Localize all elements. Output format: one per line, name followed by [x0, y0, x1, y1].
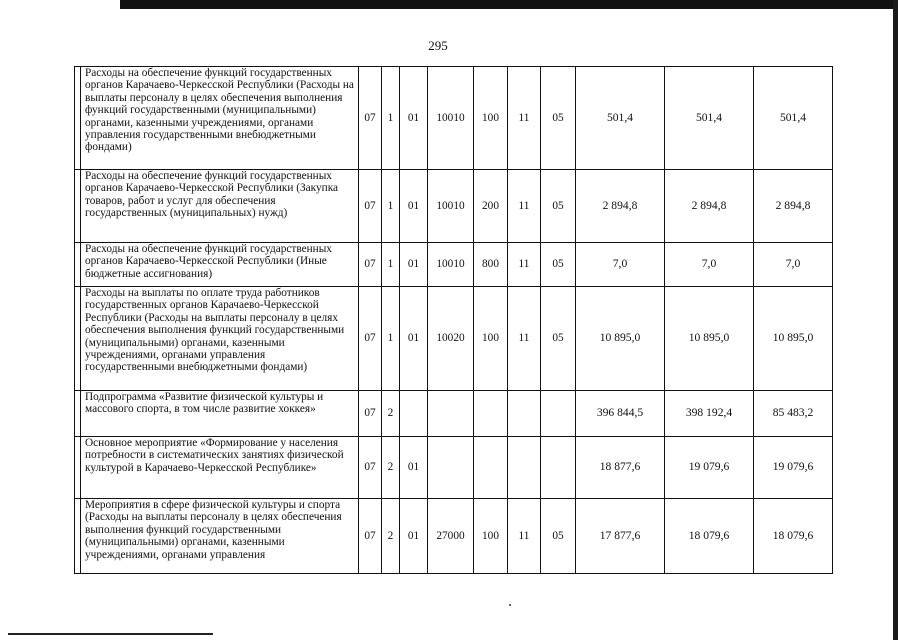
code-subprogram: 01 — [400, 437, 428, 499]
code-direction: 10020 — [428, 287, 474, 391]
amount-year-1: 17 877,6 — [576, 499, 665, 574]
code-subprogram: 01 — [400, 67, 428, 170]
amount-year-2: 7,0 — [665, 243, 754, 287]
amount-year-1: 18 877,6 — [576, 437, 665, 499]
amount-year-1: 2 894,8 — [576, 170, 665, 243]
code-direction: 10010 — [428, 170, 474, 243]
scan-right-edge — [893, 0, 898, 640]
code-program: 1 — [382, 170, 400, 243]
row-name: Расходы на обеспечение функций государственных органов Карачаево-Черкесской Республики (Закупка товаров, работ и услуг для обеспечения государственных (муниципальных) нужд) — [81, 170, 359, 243]
row-name: Расходы на обеспечение функций государственных органов Карачаево-Черкесской Республики (Иные бюджетные ассигнования) — [81, 243, 359, 287]
amount-year-3: 18 079,6 — [754, 499, 833, 574]
scan-speck — [509, 604, 511, 606]
row-name: Мероприятия в сфере физической культуры и спорта (Расходы на выплаты персоналу в целях обеспечения выполнения функций государственными (муниципальными) органами, казенными учреждениями, органами управления — [81, 499, 359, 574]
code-col-7: 05 — [541, 287, 576, 391]
amount-year-1: 501,4 — [576, 67, 665, 170]
code-col-6: 11 — [508, 499, 541, 574]
code-col-6: 11 — [508, 287, 541, 391]
code-program: 1 — [382, 243, 400, 287]
code-col-7: 05 — [541, 243, 576, 287]
code-direction: 10010 — [428, 243, 474, 287]
code-section: 07 — [359, 437, 382, 499]
amount-year-3: 501,4 — [754, 67, 833, 170]
table-row — [75, 67, 833, 170]
code-section: 07 — [359, 243, 382, 287]
code-subprogram: 01 — [400, 287, 428, 391]
table-row — [75, 499, 833, 574]
code-col-7: 05 — [541, 67, 576, 170]
scan-bottom-rule — [8, 633, 213, 635]
amount-year-3: 19 079,6 — [754, 437, 833, 499]
code-subprogram: 01 — [400, 499, 428, 574]
code-expense-type: 200 — [474, 170, 508, 243]
code-expense-type: 800 — [474, 243, 508, 287]
code-section: 07 — [359, 287, 382, 391]
code-direction — [428, 391, 474, 437]
page-number: 295 — [428, 38, 448, 53]
code-section: 07 — [359, 499, 382, 574]
code-col-7 — [541, 391, 576, 437]
amount-year-2: 18 079,6 — [665, 499, 754, 574]
row-name: Подпрограмма «Развитие физической культуры и массового спорта, в том числе развитие хоккея» — [81, 391, 359, 437]
table-row — [75, 170, 833, 243]
code-col-7 — [541, 437, 576, 499]
amount-year-2: 398 192,4 — [665, 391, 754, 437]
table-row — [75, 437, 833, 499]
amount-year-3: 2 894,8 — [754, 170, 833, 243]
code-expense-type: 100 — [474, 67, 508, 170]
code-section: 07 — [359, 170, 382, 243]
table-row — [75, 391, 833, 437]
amount-year-2: 10 895,0 — [665, 287, 754, 391]
code-col-6 — [508, 391, 541, 437]
amount-year-3: 7,0 — [754, 243, 833, 287]
code-col-7: 05 — [541, 170, 576, 243]
code-col-7: 05 — [541, 499, 576, 574]
budget-table — [74, 66, 833, 574]
code-expense-type: 100 — [474, 287, 508, 391]
code-direction: 27000 — [428, 499, 474, 574]
amount-year-2: 2 894,8 — [665, 170, 754, 243]
code-subprogram: 01 — [400, 170, 428, 243]
table-body — [75, 67, 833, 574]
code-direction: 10010 — [428, 67, 474, 170]
amount-year-1: 7,0 — [576, 243, 665, 287]
row-name: Расходы на обеспечение функций государственных органов Карачаево-Черкесской Республики (Расходы на выплаты персоналу в целях обеспечения выполнения функций государственными (муниципальными) органами, казенными учреждениями, органами управления государственными внебюджетными фондами) — [81, 67, 359, 170]
code-subprogram: 01 — [400, 243, 428, 287]
code-col-6: 11 — [508, 67, 541, 170]
code-col-6: 11 — [508, 243, 541, 287]
amount-year-2: 19 079,6 — [665, 437, 754, 499]
code-direction — [428, 437, 474, 499]
code-col-6 — [508, 437, 541, 499]
code-expense-type: 100 — [474, 499, 508, 574]
code-section: 07 — [359, 67, 382, 170]
table-row — [75, 287, 833, 391]
amount-year-1: 10 895,0 — [576, 287, 665, 391]
amount-year-3: 10 895,0 — [754, 287, 833, 391]
amount-year-1: 396 844,5 — [576, 391, 665, 437]
table-row — [75, 243, 833, 287]
code-expense-type — [474, 437, 508, 499]
code-program: 2 — [382, 499, 400, 574]
scan-top-edge — [120, 0, 898, 9]
amount-year-2: 501,4 — [665, 67, 754, 170]
code-program: 1 — [382, 287, 400, 391]
code-expense-type — [474, 391, 508, 437]
row-name: Основное мероприятие «Формирование у населения потребности в систематических занятиях физической культурой в Карачаево-Черкесской Республике» — [81, 437, 359, 499]
code-program: 1 — [382, 67, 400, 170]
code-program: 2 — [382, 437, 400, 499]
code-subprogram — [400, 391, 428, 437]
code-section: 07 — [359, 391, 382, 437]
row-name: Расходы на выплаты по оплате труда работников государственных органов Карачаево-Черкесской Республики (Расходы на выплаты персоналу в целях обеспечения выполнения функций государственными (муниципальными) органами, казенными учреждениями, органами управления государственными внебюджетными фондами) — [81, 287, 359, 391]
code-program: 2 — [382, 391, 400, 437]
code-col-6: 11 — [508, 170, 541, 243]
amount-year-3: 85 483,2 — [754, 391, 833, 437]
